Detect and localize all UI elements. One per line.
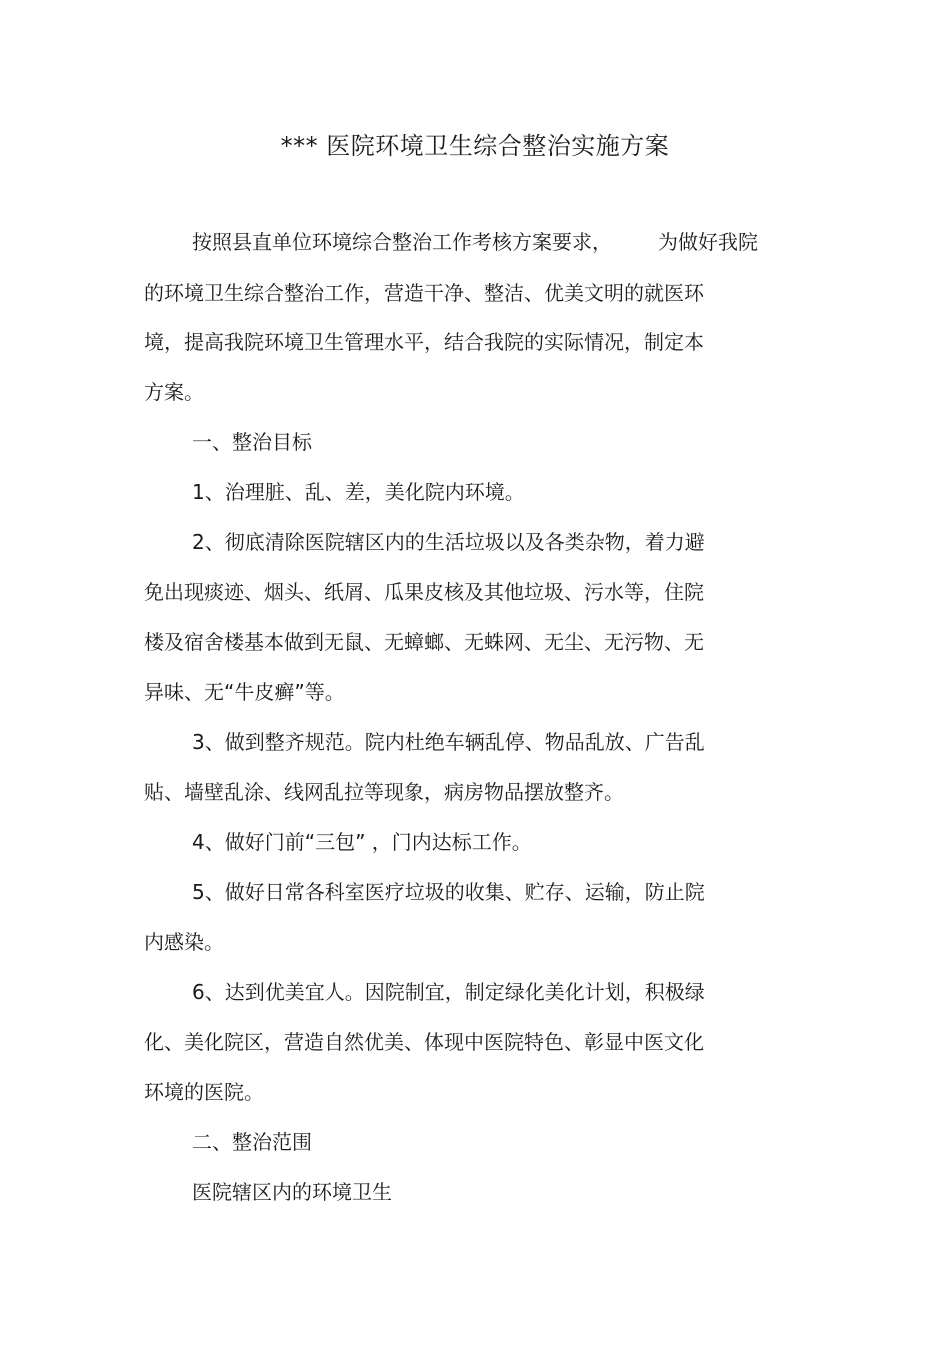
goal-item-5-line-2: 内感染。: [144, 930, 224, 954]
goal-item-3-line-1: 3、做到整齐规范。院内杜绝车辆乱停、物品乱放、广告乱: [192, 730, 705, 754]
intro-line-1-part-1: 按照县直单位环境综合整治工作考核方案要求，: [192, 230, 612, 254]
goal-item-2-line-1: 2、彻底清除医院辖区内的生活垃圾以及各类杂物，着力避: [192, 530, 705, 554]
section-1-heading: 一、整治目标: [192, 430, 312, 454]
intro-line-1-part-2: 为做好我院: [658, 230, 758, 254]
intro-line-3: 境，提高我院环境卫生管理水平，结合我院的实际情况，制定本: [144, 330, 704, 354]
goal-item-2-line-3: 楼及宿舍楼基本做到无鼠、无蟑螂、无蛛网、无尘、无污物、无: [144, 630, 704, 654]
goal-item-2-line-2: 免出现痰迹、烟头、纸屑、瓜果皮核及其他垃圾、污水等，住院: [144, 580, 704, 604]
goal-item-6-line-1: 6、达到优美宜人。因院制宜，制定绿化美化计划，积极绿: [192, 980, 705, 1004]
intro-line-4: 方案。: [144, 380, 204, 404]
goal-item-1: 1、治理脏、乱、差，美化院内环境。: [192, 480, 525, 504]
intro-line-1: [192, 227, 758, 257]
section-2-body: 医院辖区内的环境卫生: [192, 1180, 392, 1204]
goal-item-6-line-3: 环境的医院。: [144, 1080, 264, 1104]
goal-item-4: 4、做好门前“三包” ，门内达标工作。: [192, 830, 532, 854]
document-title: *** 医院环境卫生综合整治实施方案: [280, 132, 670, 160]
goal-item-2-line-4: 异味、无“牛皮癣”等。: [144, 680, 345, 704]
intro-line-2: 的环境卫生综合整治工作，营造干净、整洁、优美文明的就医环: [144, 281, 704, 305]
goal-item-5-line-1: 5、做好日常各科室医疗垃圾的收集、贮存、运输，防止院: [192, 880, 705, 904]
goal-item-3-line-2: 贴、墙壁乱涂、线网乱拉等现象，病房物品摆放整齐。: [144, 780, 624, 804]
goal-item-6-line-2: 化、美化院区，营造自然优美、体现中医院特色、彰显中医文化: [144, 1030, 704, 1054]
section-2-heading: 二、整治范围: [192, 1130, 312, 1154]
